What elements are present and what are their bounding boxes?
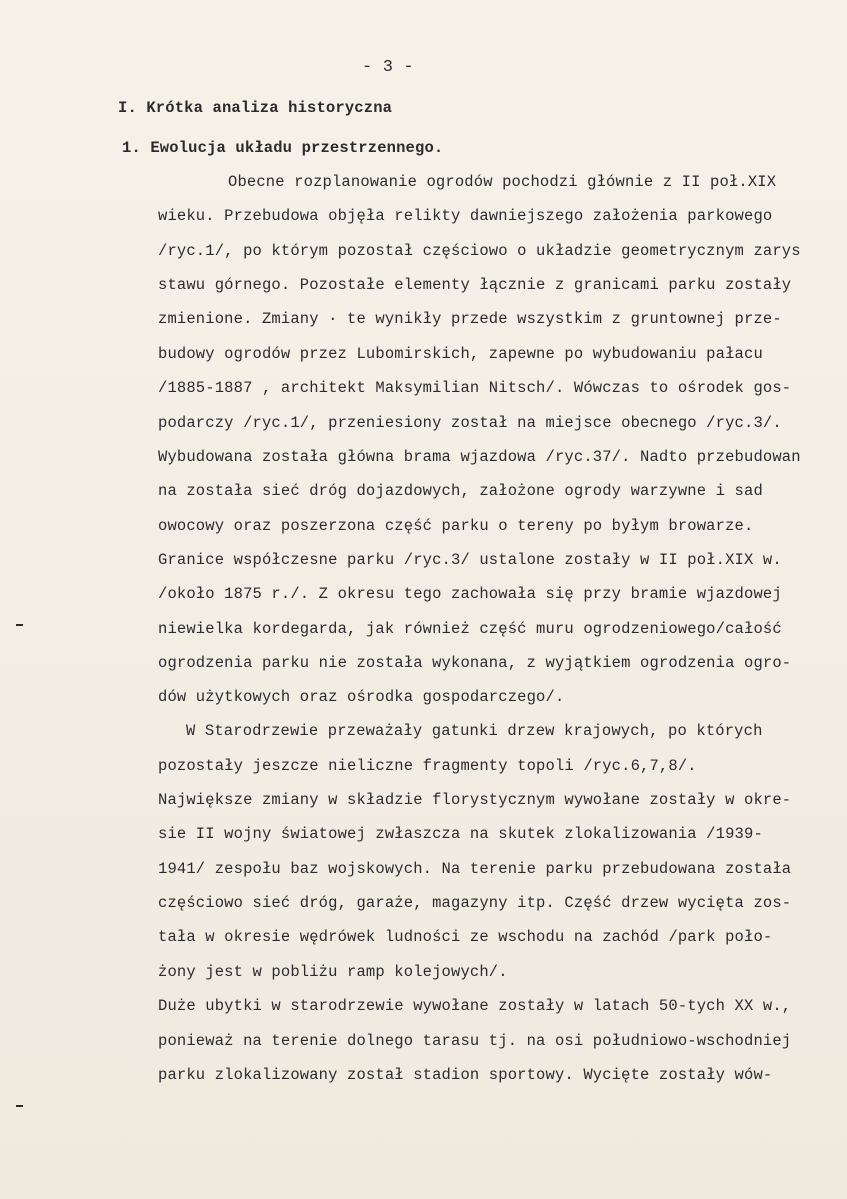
text-line: pozostały jeszcze nieliczne fragmenty topoli /ryc.6,7,8/. [158,757,697,775]
text-line: budowy ogrodów przez Lubomirskich, zapewne po wybudowaniu pałacu [158,345,763,363]
text-line: Duże ubytki w starodrzewie wywołane zostały w latach 50-tych XX w., [158,997,792,1015]
text-line: żony jest w pobliżu ramp kolejowych/. [158,963,508,981]
text-line: tała w okresie wędrówek ludności ze wschodu na zachód /park poło- [158,928,773,946]
text-line: częściowo sieć dróg, garaże, magazyny itp. Część drzew wycięta zos- [158,894,792,912]
text-line: niewielka kordegarda, jak również część muru ogrodzeniowego/całość [158,620,782,638]
text-line: /około 1875 r./. Z okresu tego zachowała się przy bramie wjazdowej [158,585,782,603]
text-line: Granice współczesne parku /ryc.3/ ustalone zostały w II poł.XIX w. [158,551,782,569]
text-line: /1885-1887 , architekt Maksymilian Nitsch/. Wówczas to ośrodek gos- [158,379,792,397]
text-line: ogrodzenia parku nie została wykonana, z wyjątkiem ogrodzenia ogro- [158,654,792,672]
subsection-heading: 1. Ewolucja układu przestrzennego. [122,139,444,157]
text-line: 1941/ zespołu baz wojskowych. Na terenie parku przebudowana została [158,860,792,878]
text-line: dów użytkowych oraz ośrodka gospodarczego/. [158,688,565,706]
text-line: owocowy oraz poszerzona część parku o tereny po byłym browarze. [158,517,754,535]
text-line: /ryc.1/, po którym pozostał częściowo o układzie geometrycznym zarys [158,242,801,260]
text-line: parku zlokalizowany został stadion sportowy. Wycięte zostały wów- [158,1066,773,1084]
text-line: sie II wojny światowej zwłaszcza na skutek zlokalizowania /1939- [158,825,763,843]
text-line: W Starodrzewie przeważały gatunki drzew krajowych, po których [186,722,763,740]
punch-hole-mark [16,624,23,626]
text-line: zmienione. Zmiany · te wynikły przede wszystkim z gruntownej prze- [158,310,782,328]
text-line: wieku. Przebudowa objęła relikty dawniejszego założenia parkowego [158,207,773,225]
text-line: podarczy /ryc.1/, przeniesiony został na miejsce obecnego /ryc.3/. [158,414,782,432]
text-line: na została sieć dróg dojazdowych, założone ogrody warzywne i sad [158,482,763,500]
text-line: ponieważ na terenie dolnego tarasu tj. na osi południowo-wschodniej [158,1032,792,1050]
punch-hole-mark [16,1105,23,1107]
text-line: Największe zmiany w składzie florystycznym wywołane zostały w okre- [158,791,792,809]
text-line: Wybudowana została główna brama wjazdowa /ryc.37/. Nadto przebudowan [158,448,801,466]
text-line: stawu górnego. Pozostałe elementy łącznie z granicami parku zostały [158,276,792,294]
text-line: Obecne rozplanowanie ogrodów pochodzi głównie z II poł.XIX [228,173,777,191]
section-heading: I. Krótka analiza historyczna [118,99,393,117]
page-number: - 3 - [362,58,414,77]
